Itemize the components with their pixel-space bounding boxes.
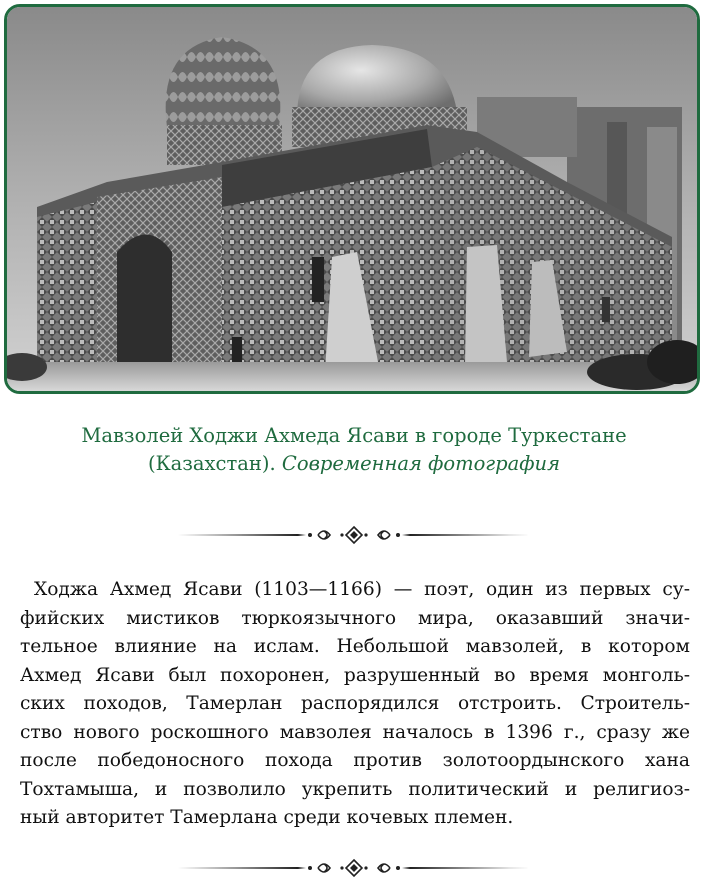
body-line: Ахмед Ясави был похоронен, разрушенный во время монголь- <box>20 664 690 686</box>
body-paragraph <box>20 576 690 833</box>
ornamental-divider-top <box>178 525 530 545</box>
ornamental-divider-bottom <box>178 858 530 878</box>
mausoleum-photo <box>4 4 700 394</box>
body-line: Ходжа Ахмед Ясави (1103—1166) — поэт, один из первых су- <box>34 579 690 600</box>
body-line: после победоносного похода против золотоордынского хана <box>20 750 690 771</box>
body-line: тельное влияние на ислам. Небольшой мавзолей, в котором <box>20 636 690 657</box>
body-line: фийских мистиков тюркоязычного мира, оказавший значи- <box>20 607 690 629</box>
photo-caption <box>20 422 688 478</box>
ornamental-flourish-icon <box>178 525 530 545</box>
body-line: ство нового роскошного мавзолея началось в 1396 г., сразу же <box>20 721 690 743</box>
body-line: ских походов, Тамерлан распорядился отстроить. Строитель- <box>20 693 690 714</box>
caption-italic-text: Современная фотография <box>281 452 561 475</box>
caption-main-text: Мавзолей Ходжи Ахмеда Ясави в городе Туркестане (Казахстан). <box>81 424 627 475</box>
body-line: Тохтамыша, и позволило укрепить политический и религиоз- <box>20 778 690 800</box>
mausoleum-photo-drawing <box>7 7 697 391</box>
body-line: ный авторитет Тамерлана среди кочевых племен. <box>20 807 514 828</box>
ornamental-flourish-icon <box>178 858 530 878</box>
